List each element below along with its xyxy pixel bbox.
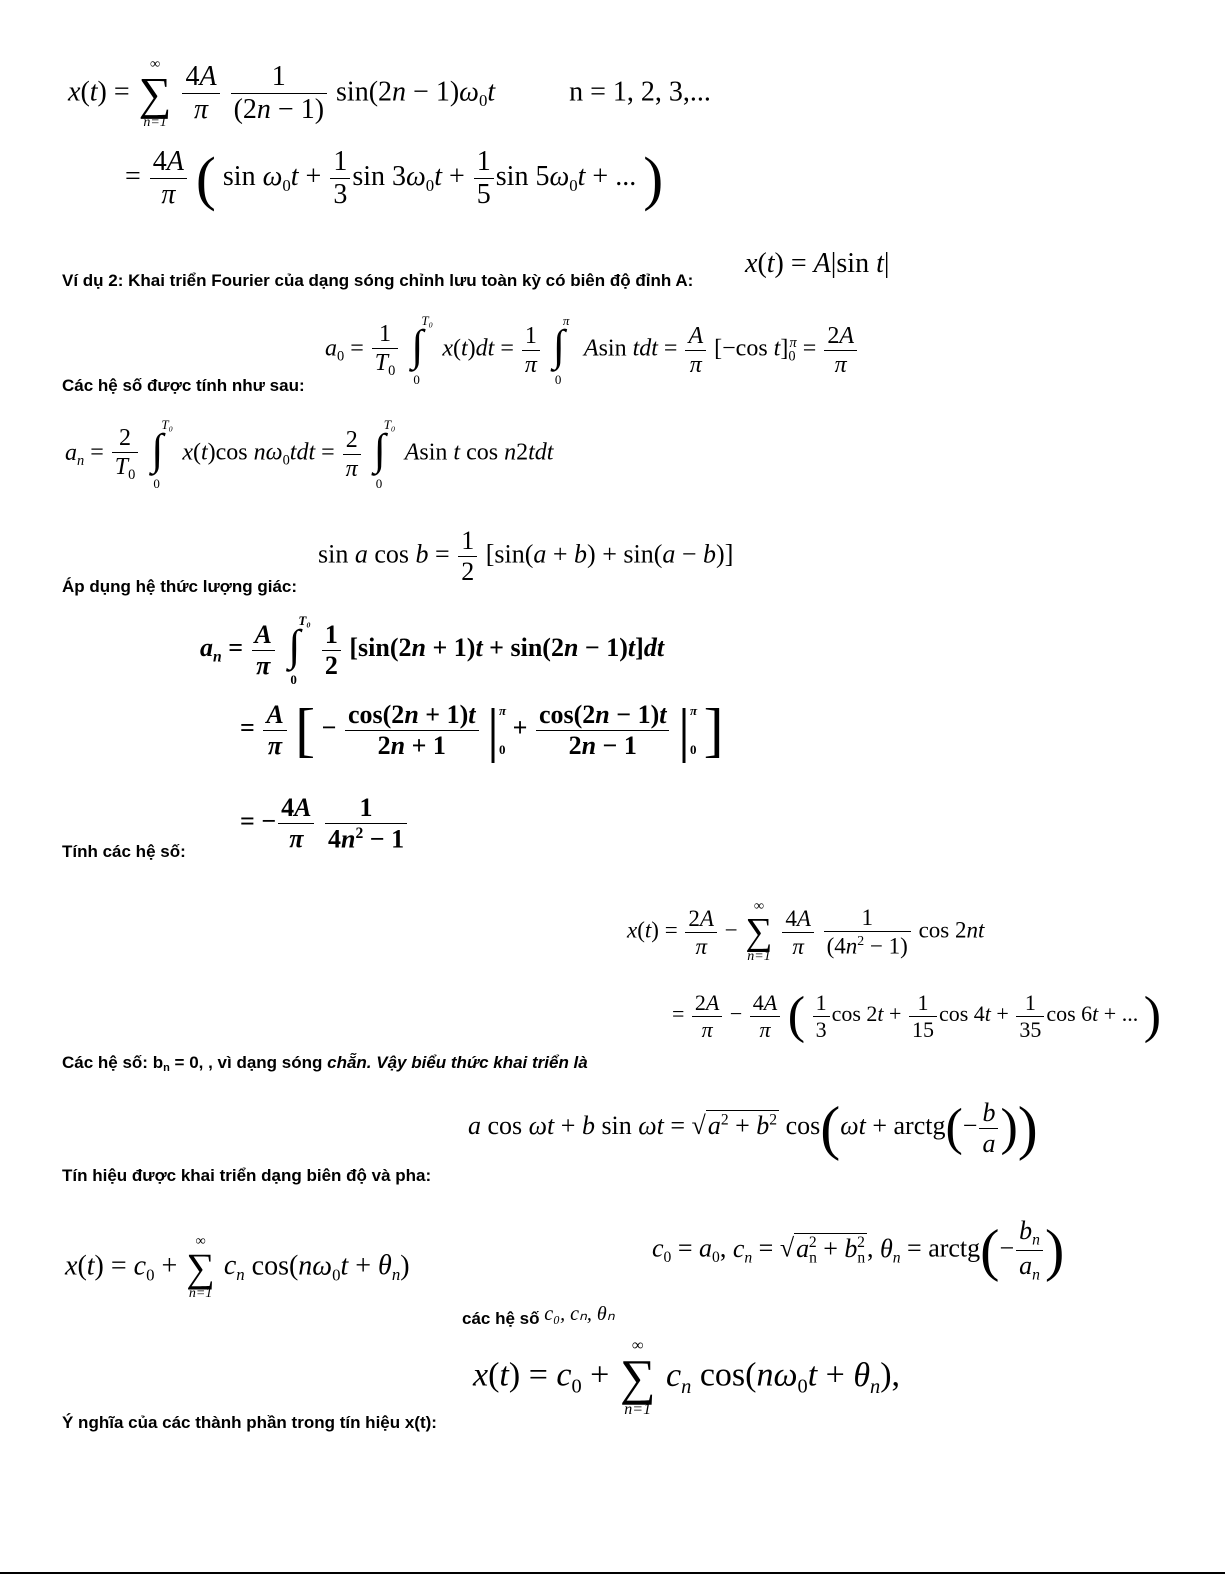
equation-a0: $a_0$ = $\frac{1}{T_0}$ T₀ ∫ 0 x(t)dt = $\frac{1}{\pi}$ π ∫ 0 Asin tdt = $\frac{A}{\pi}$ [−cos $t]_0^\pi$ = $\frac{2A}{\pi}$ <box>325 318 859 382</box>
bn-emphasis: chẵn. Vậy biểu thức khai triển là <box>327 1053 588 1072</box>
equation-amplitude-phase-identity: a cos ωt + b $\sin \omega t = √a^2 + b^2$ cos(ωt + arctg(− $\frac{b}{a}$ )) <box>468 1095 1038 1161</box>
equation-rectified-series: x(t) = $\frac{2A}{\pi}$ − ∞ ∑ n=1 $\frac{4A}{\pi}$ $\frac{1}{(4n^2 - 1)}$ cos 2nt <box>627 899 985 965</box>
coefficients-c-label <box>462 1301 615 1329</box>
equation-amplitude-phase-series: $x(t) = c_0$ + ∞ ∑ n=1 $c_n$ $\cos(n\omega_0t + \theta_n)$ <box>65 1234 410 1301</box>
meaning-label: Ý nghĩa của các thành phần trong tín hiệu x(t): <box>62 1413 437 1432</box>
bn-subscript: n <box>163 1062 170 1074</box>
page-bottom-rule <box>0 1572 1225 1574</box>
coefficients-c-symbols: c₀, cₙ, θₙ <box>544 1303 615 1325</box>
equation-final-series: $x(t) = c_0$ + ∞ ∑ n=1 $c_n$ $\cos(n\omega_0t + \theta_n)$, <box>473 1337 901 1418</box>
amplitude-phase-label: Tín hiệu được khai triển dạng biên độ và pha: <box>62 1166 432 1185</box>
equation-rectified-expanded: = $\frac{2A}{\pi}$ − $\frac{4A}{\pi}$ ( $\frac{1}{3}$ cos 2t + $\frac{1}{15}$ cos 4t + $\frac{1}{35}$ cos 6t + ... ) <box>672 987 1162 1044</box>
bn-middle: = 0, , vì dạng sóng <box>169 1053 328 1072</box>
equation-index-range: n = 1, 2, 3,... <box>569 76 711 108</box>
equation-trig-identity: sin a cos b = $\frac{1}{2}$ [sin(a + b) + sin(a − b)] <box>318 526 734 586</box>
bn-prefix: Các hệ số: b <box>62 1053 164 1072</box>
equation-c-coefficients: $c_0 = a_0$, $c_n = √a_n^2 + b_n^2$, $\theta_n$ = arctg(− $\frac{b_n}{a_n}$ ) <box>652 1216 1065 1284</box>
trig-identity-label: Áp dụng hệ thức lượng giác: <box>62 577 298 596</box>
equation-square-wave-expanded: = $\frac{4A}{\pi}$ ( $\sin \omega_0t$ + $\frac{1}{3}$ $\sin 3\omega_0t$ + $\frac{1}{5}$ $\sin 5\omega_0t$ + ... ) <box>125 145 664 212</box>
equation-an-step2: = $\frac{A}{\pi}$ [ − $\frac{\cos(2n + 1)t}{2n + 1}$ |π 0 + $\frac{\cos(2n - 1)t}{2n - 1}$ |π 0 ] <box>240 697 724 763</box>
equation-square-wave-series: x(t) = ∞ ∑ n=1 $\frac{4A}{\pi}$ $\frac{1}{(2n - 1)}$ $\sin(2n - 1)\omega_0t$ n = 1, 2, 3,... <box>68 57 711 130</box>
coefficients-c-text: các hệ số <box>462 1309 540 1328</box>
bn-statement <box>62 1053 588 1074</box>
equation-an-step1: $a_n$ = $\frac{A}{\pi}$ T₀ ∫ 0 $\frac{1}{2}$ [sin(2n + 1)t + sin(2n − 1)t]dt <box>200 613 665 687</box>
coefficients-intro: Các hệ số được tính như sau: <box>62 376 305 395</box>
equation-an-integral: $a_n$ = $\frac{2}{T_0}$ T₀ ∫ 0 x(t)cos $n\omega_0tdt$ = $\frac{2}{\pi}$ T₀ ∫ 0 Asin t cos n2tdt <box>65 417 554 491</box>
equation-an-result: = − $\frac{4A}{\pi}$ $\frac{1}{4n^2 - 1}$ <box>240 795 409 852</box>
compute-coefficients-label: Tính các hệ số: <box>62 842 186 861</box>
example-2-heading: Ví dụ 2: Khai triển Fourier của dạng sóng chỉnh lưu toàn kỳ có biên độ đỉnh A: <box>62 271 694 290</box>
equation-full-wave-rectified: x(t) = A|sin t| <box>745 248 890 279</box>
